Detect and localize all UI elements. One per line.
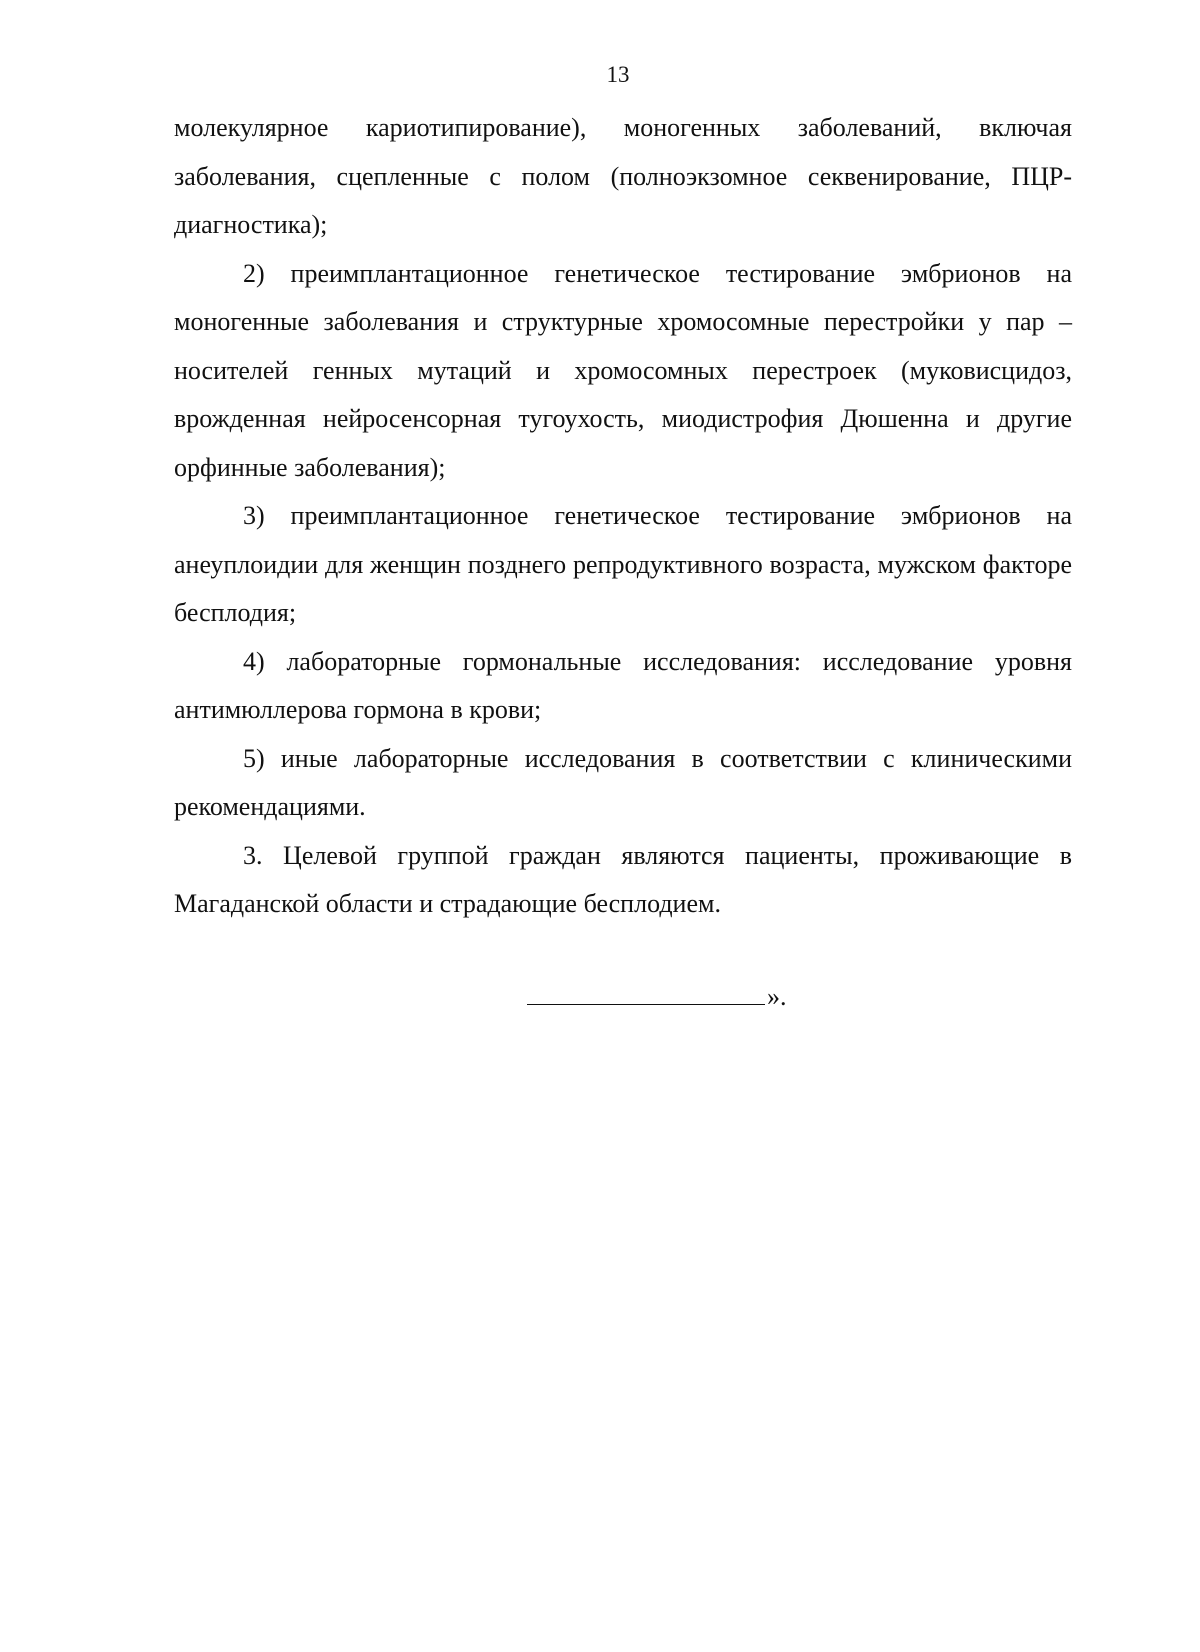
list-item-4: 4) лабораторные гормональные исследования: исследование уровня антимюллерова гормона в крови; bbox=[174, 646, 1072, 724]
closing-mark bbox=[527, 982, 787, 1012]
page-number: 13 bbox=[606, 62, 630, 87]
document-body bbox=[174, 104, 1072, 929]
list-item-2: 2) преимплантационное генетическое тестирование эмбрионов на моногенные заболевания и структурные хромосомные перестройки у пар – носителей генных мутаций и хромосомных перестроек (муковисцидоз, врожденная нейросенсорная тугоухость, миодистрофия Дюшенна и другие орфинные заболевания); bbox=[174, 258, 1072, 482]
list-item-5: 5) иные лабораторные исследования в соответствии с клиническими рекомендациями. bbox=[174, 743, 1072, 821]
closing-quote: ». bbox=[767, 982, 787, 1011]
section-3-paragraph: 3. Целевой группой граждан являются пациенты, проживающие в Магаданской области и страдающие бесплодием. bbox=[174, 840, 1072, 918]
paragraph-continuation: молекулярное кариотипирование), моногенных заболеваний, включая заболевания, сцепленные с полом (полноэкзомное секвенирование, ПЦР-диагностика); bbox=[174, 113, 1072, 239]
closing-underline bbox=[527, 1004, 765, 1005]
list-item-3: 3) преимплантационное генетическое тестирование эмбрионов на анеуплоидии для женщин позднего репродуктивного возраста, мужском факторе бесплодия; bbox=[174, 501, 1072, 627]
